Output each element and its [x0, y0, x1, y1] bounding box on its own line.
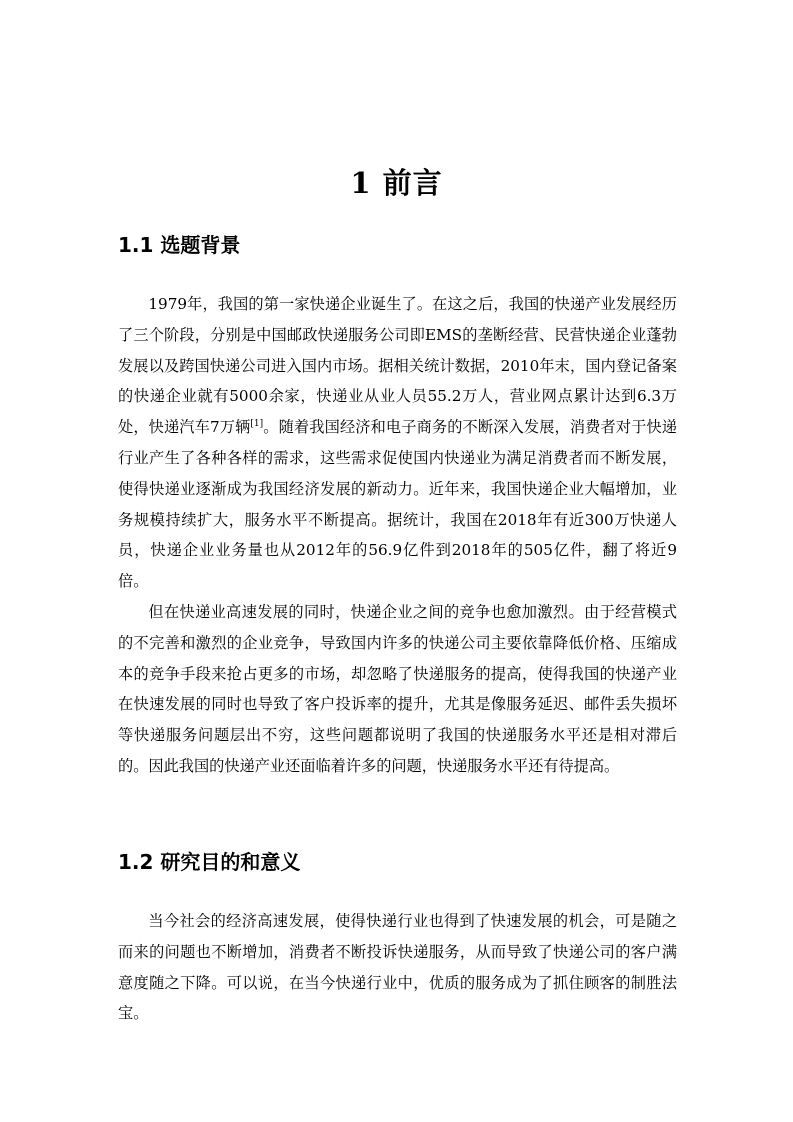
paragraph: 当今社会的经济高速发展，使得快递行业也得到了快速发展的机会，可是随之而来的问题也不断增加，消费者不断投诉快递服务，从而导致了快递公司的客户满意度随之下降。可以说，在当今快递行业中，优质的服务成为了抓住顾客的制胜法宝。: [118, 912, 677, 1023]
paragraph: 但在快递业高速发展的同时，快递企业之间的竞争也愈加激烈。由于经营模式的不完善和激烈的企业竞争，导致国内许多的快递公司主要依靠降低价格、压缩成本的竞争手段来抢占更多的市场，却忽略了快递服务的提高，使得我国的快递产业在快速发展的同时也导致了客户投诉率的提升，尤其是像服务延迟、邮件丢失损坏等快递服务问题层出不穷，这些问题都说明了我国的快递服务水平还是相对滞后的。因此我国的快递产业还面临着许多的问题，快递服务水平还有待提高。: [118, 602, 677, 775]
paragraph-text: 1979年，我国的第一家快递企业诞生了。在这之后，我国的快递产业发展经历了三个阶段，分别是中国邮政快递服务公司即EMS的垄断经营、民营快递企业蓬勃发展以及跨国快递公司进入国内市场。据相关统计数据，2010年末，国内登记备案的快递企业就有5000余家，快递业从业人员55.2万人，营业网点累计达到6.3万处，快递汽车7万辆: [118, 295, 677, 437]
citation-marker: [1]: [250, 419, 264, 430]
section-heading-purpose: 1.2 研究目的和意义: [118, 850, 301, 874]
section-body-background: [118, 289, 677, 782]
paragraph: [118, 289, 677, 597]
section-body-purpose: [118, 906, 677, 1029]
paragraph-text: 。随着我国经济和电子商务的不断深入发展，消费者对于快递行业产生了各种各样的需求，这些需求促使国内快递业为满足消费者而不断发展，使得快递业逐渐成为我国经济发展的新动力。近年来，我国快递企业大幅增加，业务规模持续扩大，服务水平不断提高。据统计，我国在2018年有近300万快递人员，快递企业业务量也从2012年的56.9亿件到2018年的505亿件，翻了将近9倍。: [118, 418, 677, 591]
section-heading-background: 1.1 选题背景: [118, 233, 241, 257]
chapter-title: 1 前言: [350, 166, 443, 200]
